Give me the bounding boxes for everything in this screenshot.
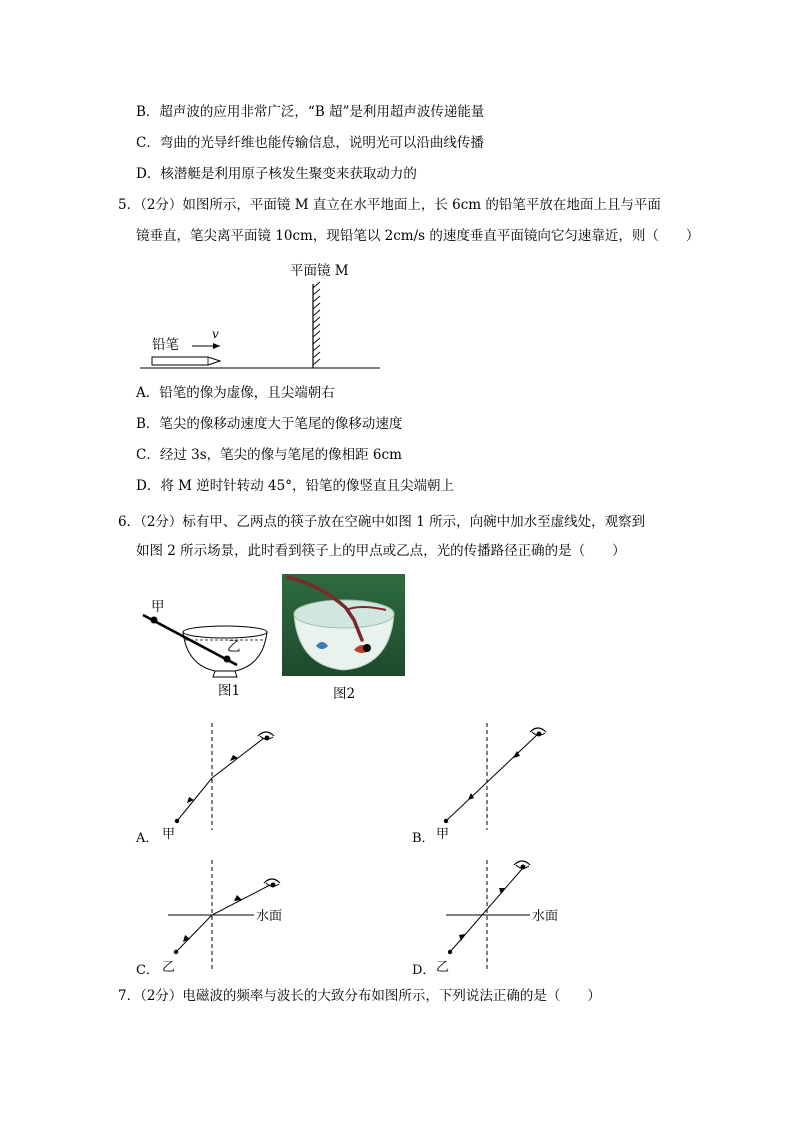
- fig1-point-yi: 乙: [227, 639, 241, 655]
- option-d-letter: D．: [412, 963, 436, 978]
- photo-point: [363, 644, 371, 652]
- option-a-letter: A．: [136, 831, 159, 846]
- arrow-2: [468, 793, 474, 800]
- q6-option-a-diagram: [132, 718, 292, 848]
- light-path: [177, 738, 264, 821]
- q6-option-b-diagram: [410, 718, 570, 848]
- option-c-letter: C．: [136, 963, 159, 978]
- q6-fig1-bowl: [135, 595, 275, 705]
- arrow-2: [234, 895, 242, 901]
- q5-mirror-figure: [140, 258, 390, 373]
- mirror-label: 平面镜 M: [290, 263, 349, 279]
- light-path: [446, 734, 538, 821]
- q5-option-d: D．将 M 逆时针转动 45°，铅笔的像竖直且尖端朝上: [136, 478, 454, 494]
- bowl-rim: [183, 626, 267, 638]
- eye-icon: [514, 861, 530, 870]
- q5-stem-line1: 5．（2分）如图所示，平面镜 M 直立在水平地面上，长 6cm 的铅笔平放在地面上且与平面: [118, 197, 661, 213]
- q5-option-a: A．铅笔的像为虚像，且尖端朝右: [136, 385, 335, 401]
- mirror-hatching: [313, 282, 320, 365]
- point-dot: [444, 819, 448, 823]
- option-d-water-label: 水面: [532, 909, 559, 924]
- pencil-label: 铅笔: [152, 337, 179, 353]
- option-d-point: 乙: [436, 960, 450, 975]
- arrow-2: [499, 888, 506, 894]
- fig2-caption: 图2: [333, 686, 356, 702]
- option-c-water-label: 水面: [256, 909, 283, 924]
- arrow-2: [230, 755, 238, 761]
- bowl-foot: [213, 671, 237, 677]
- q5-stem-line2: 镜垂直，笔尖离平面镜 10cm，现铅笔以 2cm/s 的速度垂直平面镜向它匀速靠近，则（ ）: [136, 228, 700, 244]
- fig1-point-jia: 甲: [151, 599, 165, 615]
- pencil-shape: [152, 357, 220, 365]
- q5-option-c: C．经过 3s，笔尖的像与笔尾的像相距 6cm: [136, 447, 402, 463]
- q4-option-d: D．核潜艇是利用原子核发生聚变来获取动力的: [136, 166, 417, 182]
- q6-stem-line1: 6．（2分）标有甲、乙两点的筷子放在空碗中如图 1 所示，向碗中加水至虚线处，观察到: [118, 514, 646, 530]
- option-b-letter: B．: [412, 831, 435, 846]
- velocity-label: v: [212, 327, 219, 341]
- q6-option-c-diagram: [132, 855, 332, 980]
- point-yi-dot: [224, 656, 231, 663]
- q4-option-c: C．弯曲的光导纤维也能传输信息，说明光可以沿曲线传播: [136, 135, 484, 151]
- point-jia-dot: [151, 617, 158, 624]
- eye-icon: [530, 728, 546, 737]
- point-dot: [174, 950, 178, 954]
- fig1-caption: 图1: [218, 683, 241, 699]
- eye-icon: [264, 879, 280, 888]
- q7-stem: 7．（2分）电磁波的频率与波长的大致分布如图所示，下列说法正确的是（ ）: [118, 988, 601, 1004]
- point-dot: [448, 950, 452, 954]
- q6-stem-line2: 如图 2 所示场景，此时看到筷子上的甲点或乙点，光的传播路径正确的是（ ）: [136, 543, 626, 559]
- eye-icon: [258, 732, 274, 741]
- point-dot: [175, 819, 179, 823]
- option-a-point: 甲: [162, 827, 176, 842]
- q5-option-b: B．笔尖的像移动速度大于笔尾的像移动速度: [136, 416, 403, 432]
- option-b-point: 甲: [436, 827, 450, 842]
- q4-option-b: B．超声波的应用非常广泛，“B 超”是利用超声波传递能量: [136, 104, 485, 120]
- option-c-point: 乙: [162, 960, 176, 975]
- q6-option-d-diagram: [410, 855, 610, 980]
- q6-fig2-photo: [282, 574, 406, 709]
